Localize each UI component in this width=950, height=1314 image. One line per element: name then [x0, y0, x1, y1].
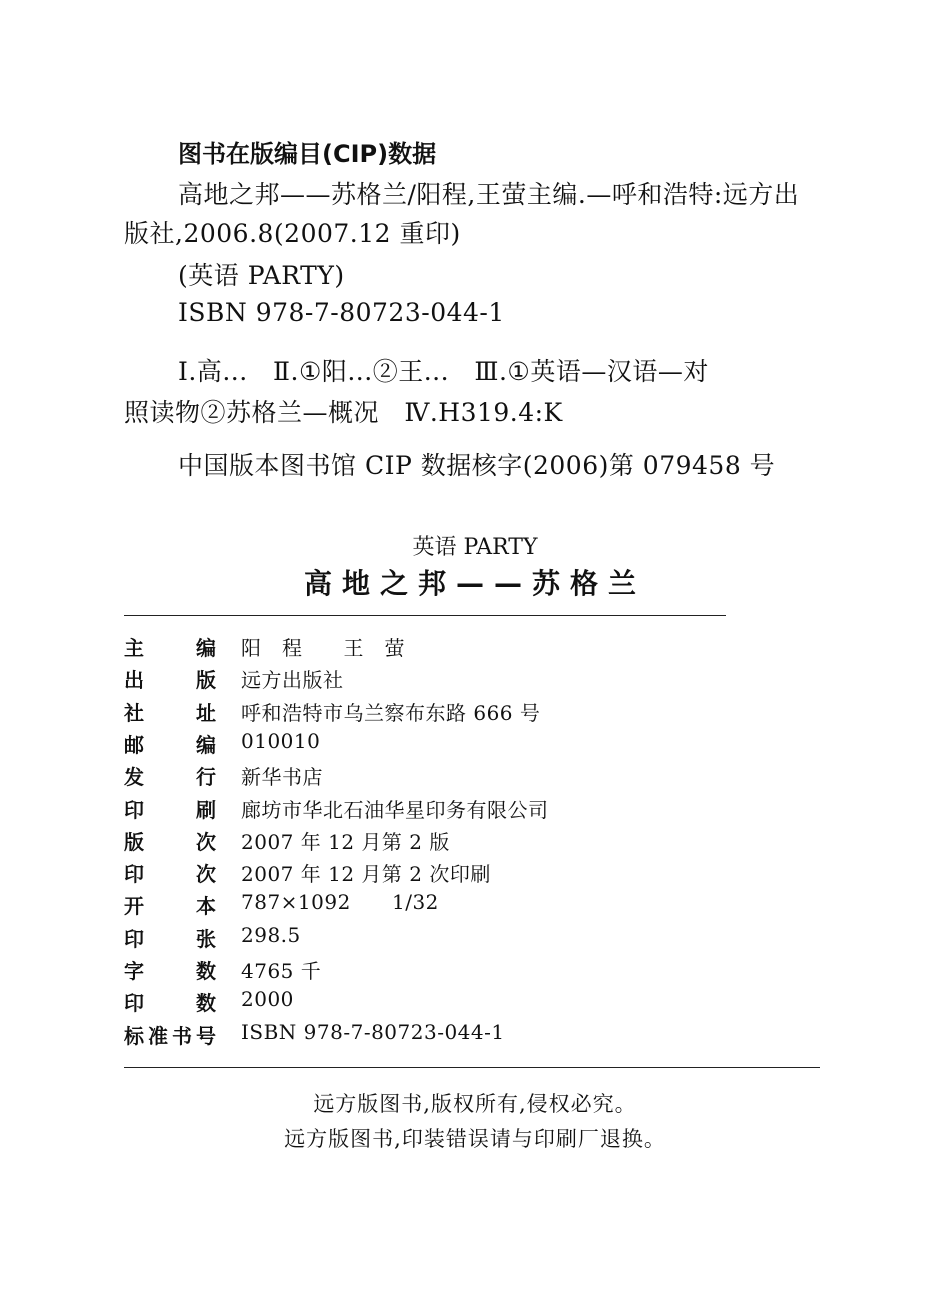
info-label-char: 次	[196, 862, 216, 887]
cip-line: 版社,2006.8(2007.12 重印)	[124, 219, 461, 248]
info-value: 2000	[241, 987, 294, 1012]
info-label	[124, 664, 216, 693]
info-label-char: 版	[196, 668, 216, 693]
info-label-char: 开	[124, 894, 144, 919]
info-value: 010010	[241, 728, 321, 753]
info-value: 阳 程 王 萤	[241, 636, 405, 660]
info-label-char: 版	[124, 829, 144, 854]
info-label	[124, 632, 216, 661]
info-label-char: 发	[124, 765, 144, 790]
info-label	[124, 794, 216, 823]
info-label	[124, 761, 216, 790]
info-label-char: 编	[196, 732, 216, 757]
info-value: 新华书店	[241, 765, 323, 790]
info-label	[124, 697, 216, 726]
cip-heading: 图书在版编目(CIP)数据	[178, 140, 437, 168]
info-value: 298.5	[241, 922, 301, 947]
cip-line: 高地之邦——苏格兰/阳程,王萤主编.—呼和浩特:远方出	[178, 180, 800, 209]
printing-error-notice: 远方版图书,印装错误请与印刷厂退换。	[284, 1127, 666, 1151]
info-label-char: 标	[124, 1023, 144, 1048]
info-value: 呼和浩特市乌兰察布东路 666 号	[241, 700, 541, 725]
info-label-char: 印	[124, 926, 144, 951]
info-label-char: 邮	[124, 732, 144, 757]
info-label-char: 印	[124, 991, 144, 1016]
info-label	[124, 955, 216, 984]
info-label-char: 出	[124, 668, 144, 693]
series-label: 英语 PARTY	[412, 535, 538, 560]
cip-line: (英语 PARTY)	[178, 261, 345, 290]
info-value: 4765 千	[241, 959, 322, 983]
info-value: 2007 年 12 月第 2 次印刷	[241, 862, 491, 887]
info-label-char: 数	[196, 959, 216, 983]
divider	[124, 615, 726, 616]
info-label-char: 印	[124, 797, 144, 822]
info-label-char: 准	[148, 1023, 168, 1048]
info-label-char: 书	[172, 1023, 192, 1048]
divider	[124, 1067, 820, 1068]
info-label-char: 主	[124, 636, 144, 660]
info-label-char: 数	[196, 991, 216, 1016]
info-value: 2007 年 12 月第 2 版	[241, 829, 450, 854]
info-value: 远方出版社	[241, 668, 344, 693]
cip-line: ISBN 978-7-80723-044-1	[178, 298, 505, 327]
info-label	[124, 923, 216, 952]
info-label	[124, 890, 216, 919]
info-label-char: 本	[196, 894, 216, 919]
info-label	[124, 729, 216, 758]
info-value: ISBN 978-7-80723-044-1	[241, 1019, 505, 1044]
info-label-char: 字	[124, 959, 144, 983]
book-title: 高地之邦——苏格兰	[303, 567, 646, 600]
info-label-char: 次	[196, 829, 216, 854]
info-label-char: 号	[196, 1023, 216, 1048]
info-label	[124, 1020, 216, 1049]
info-label-char: 印	[124, 862, 144, 887]
info-label-char: 编	[196, 636, 216, 660]
cip-line: 中国版本图书馆 CIP 数据核字(2006)第 079458 号	[178, 451, 776, 480]
info-label	[124, 826, 216, 855]
info-label-char: 社	[124, 700, 144, 725]
info-value: 廊坊市华北石油华星印务有限公司	[241, 797, 549, 822]
info-label-char: 张	[196, 926, 216, 951]
info-label-char: 址	[196, 700, 216, 725]
copyright-notice: 远方版图书,版权所有,侵权必究。	[313, 1092, 637, 1116]
cip-line: 照读物②苏格兰—概况 Ⅳ.H319.4:K	[124, 398, 563, 427]
info-label	[124, 858, 216, 887]
cip-line: Ⅰ.高... Ⅱ.①阳...②王... Ⅲ.①英语—汉语—对	[178, 357, 709, 386]
info-label-char: 刷	[196, 797, 216, 822]
info-label-char: 行	[196, 765, 216, 790]
info-value: 787×1092 1/32	[241, 890, 439, 915]
info-label	[124, 987, 216, 1016]
